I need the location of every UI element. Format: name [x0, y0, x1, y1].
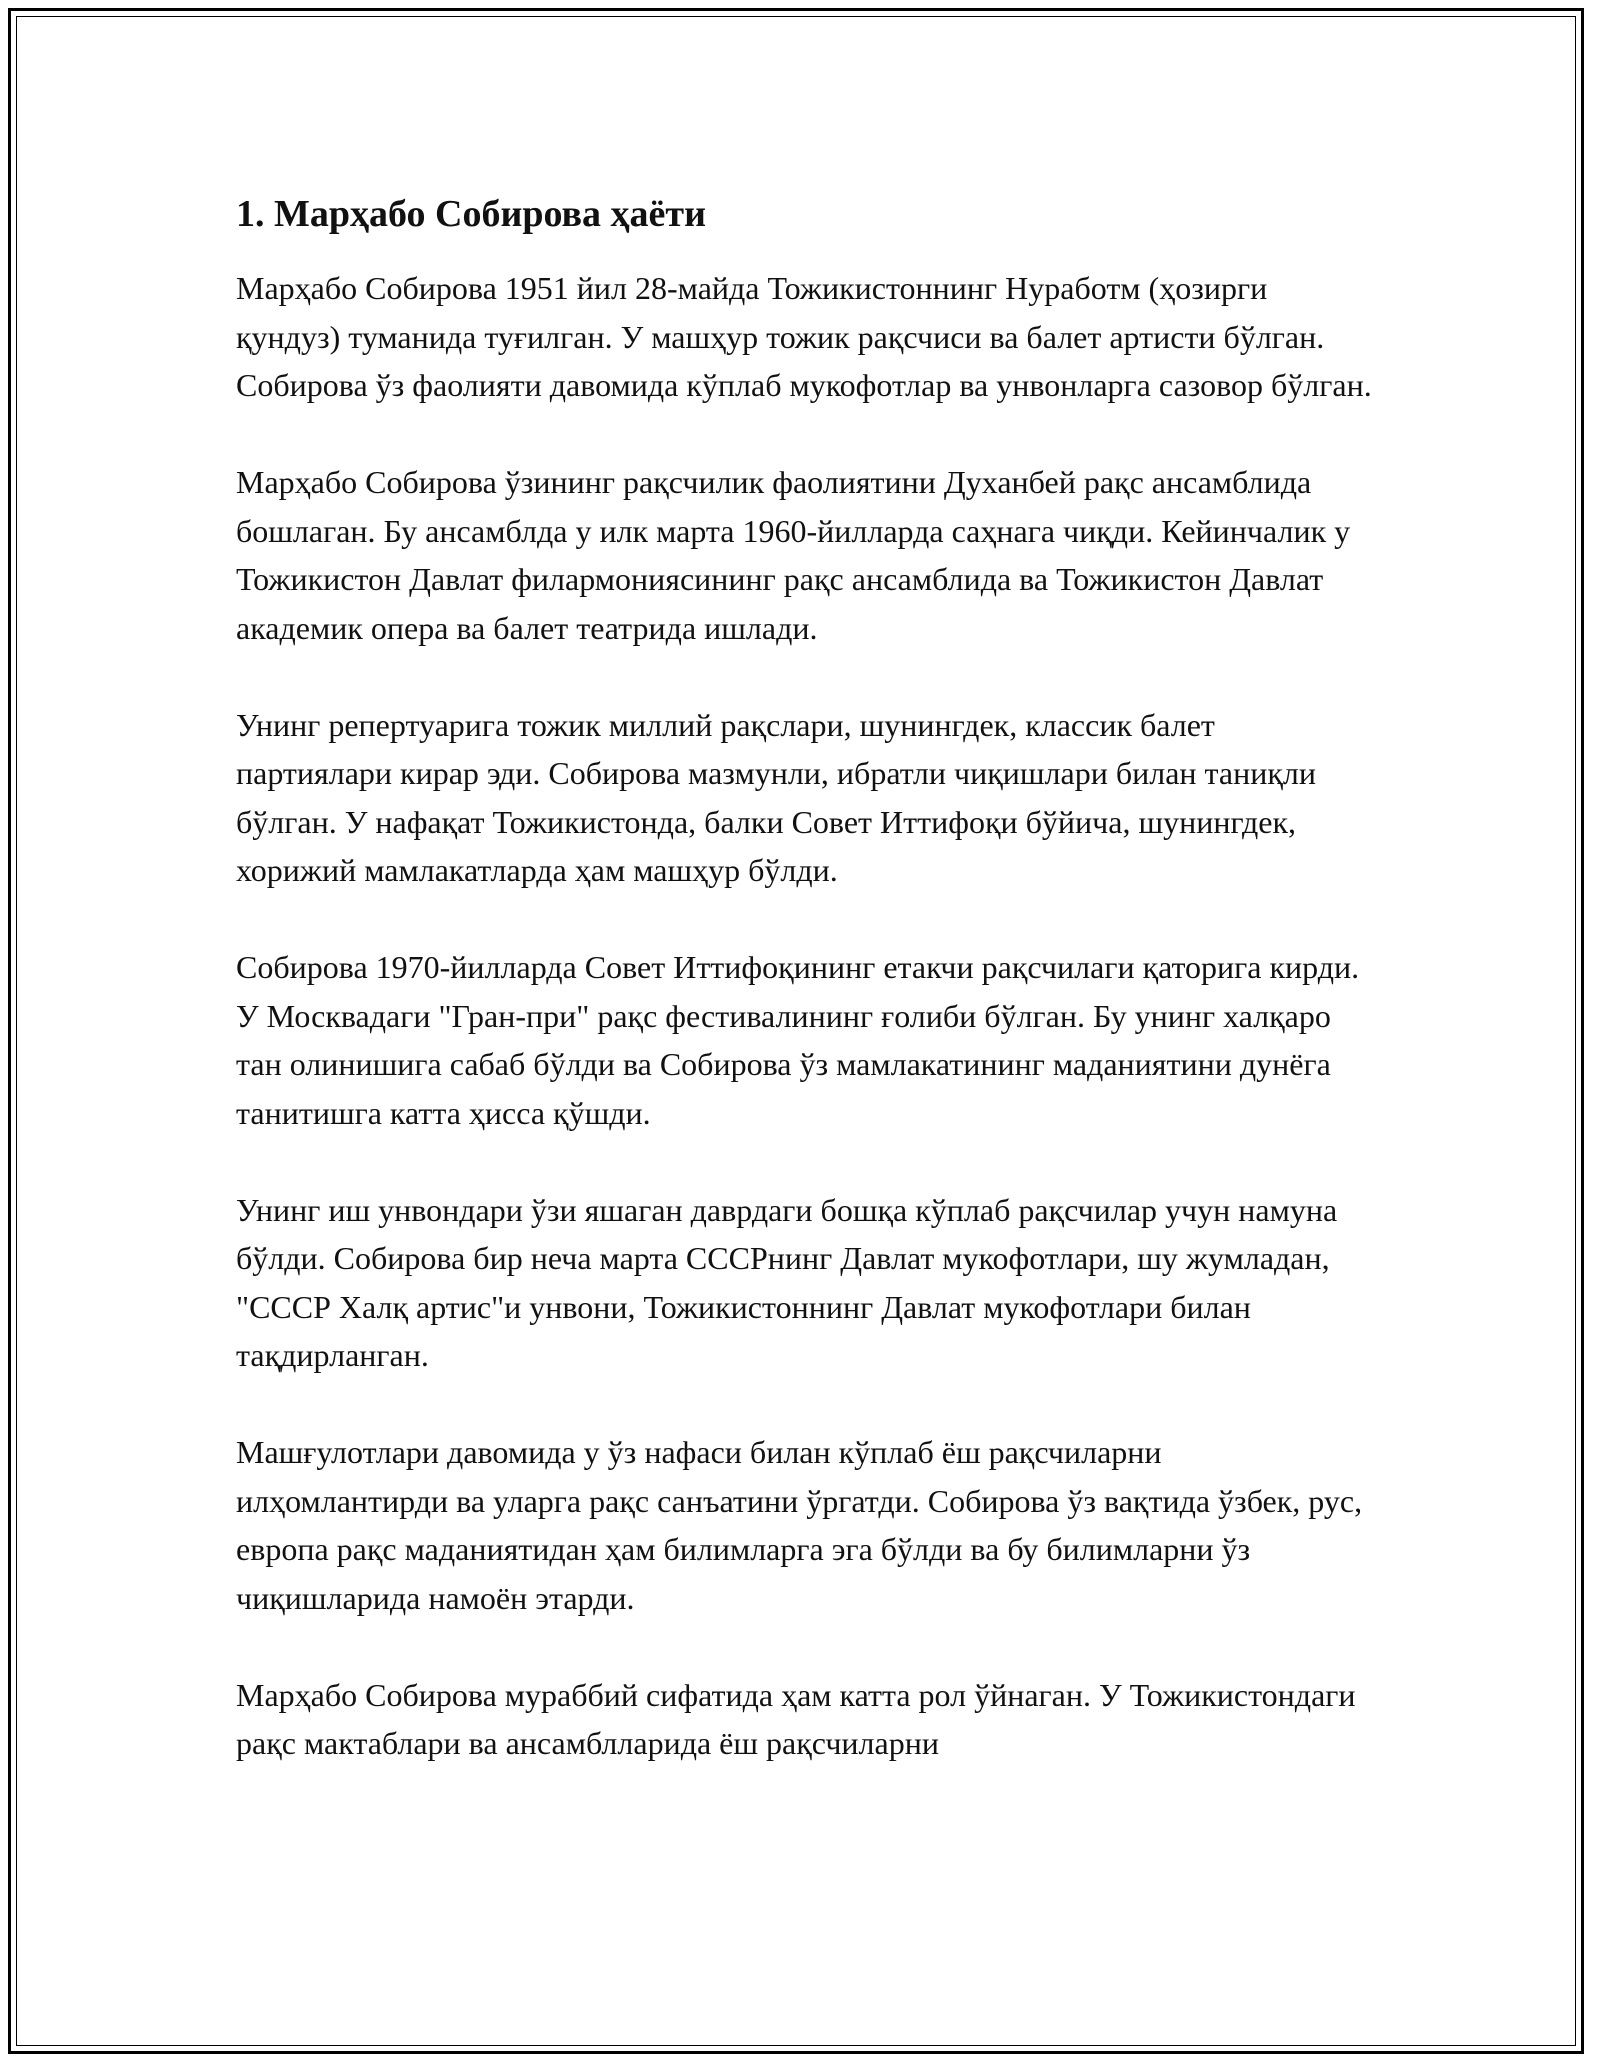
paragraph-1: Марҳабо Собирова 1951 йил 28-майда Тожикистоннинг Нуработм (ҳозирги қундуз) туманида туғилган. У машҳур тожик рақсчиси ва балет артисти бўлган. Собирова ўз фаолияти давомида кўплаб мукофотлар ва унвонларга сазовор бўлган. — [236, 270, 1372, 403]
paragraph-7: Марҳабо Собирова мураббий сифатида ҳам катта рол ўйнаган. У Тожикистондаги рақс мактаблари ва ансамблларида ёш рақсчиларни — [236, 1676, 1356, 1761]
paragraph-4: Собирова 1970-йилларда Совет Иттифоқининг етакчи рақсчилаги қаторига кирди. У Москвадаги "Гран-при" рақс фестивалининг ғолиби бўлган. Бу унинг халқаро тан олинишига сабаб бўлди ва Собирова ўз мамлакатининг маданиятини дунёга танитишга катта ҳисса қўшди. — [236, 949, 1360, 1131]
paragraph-6: Машғулотлари давомида у ўз нафаси билан кўплаб ёш рақсчиларни илҳомлантирди ва уларга рақс санъатини ўргатди. Собирова ўз вақтида ўзбек, рус, европа рақс маданиятидан ҳам билимларга эга бўлди ва бу билимларни ўз чиқишларида намоён этарди. — [236, 1434, 1363, 1616]
paragraph-3: Унинг репертуарига тожик миллий рақслари, шунингдек, классик балет партиялари кирар эди. Собирова мазмунли, ибратли чиқишлари билан таниқли бўлган. У нафақат Тожикистонда, балки Совет Иттифоқи бўйича, шунингдек, хорижий мамлакатларда ҳам машҳур бўлди. — [236, 706, 1316, 888]
document-body — [236, 186, 1376, 1816]
paragraph-2: Марҳабо Собирова ўзининг рақсчилик фаолиятини Духанбей рақс ансамблида бошлаган. Бу ансамблда у илк марта 1960-йилларда саҳнага чиқди. Кейинчалик у Тожикистон Давлат филармониясининг рақс ансамблида ва Тожикистон Давлат академик опера ва балет театрида ишлади. — [236, 464, 1351, 646]
paragraph-5: Унинг иш унвондари ўзи яшаган даврдаги бошқа кўплаб рақсчилар учун намуна бўлди. Собирова бир неча марта СССРнинг Давлат мукофотлари, шу жумладан, "СССР Халқ артис"и унвони, Тожикистоннинг Давлат мукофотлари билан тақдирланган. — [236, 1191, 1338, 1373]
document-title: 1. Марҳабо Собирова ҳаёти — [236, 193, 706, 235]
